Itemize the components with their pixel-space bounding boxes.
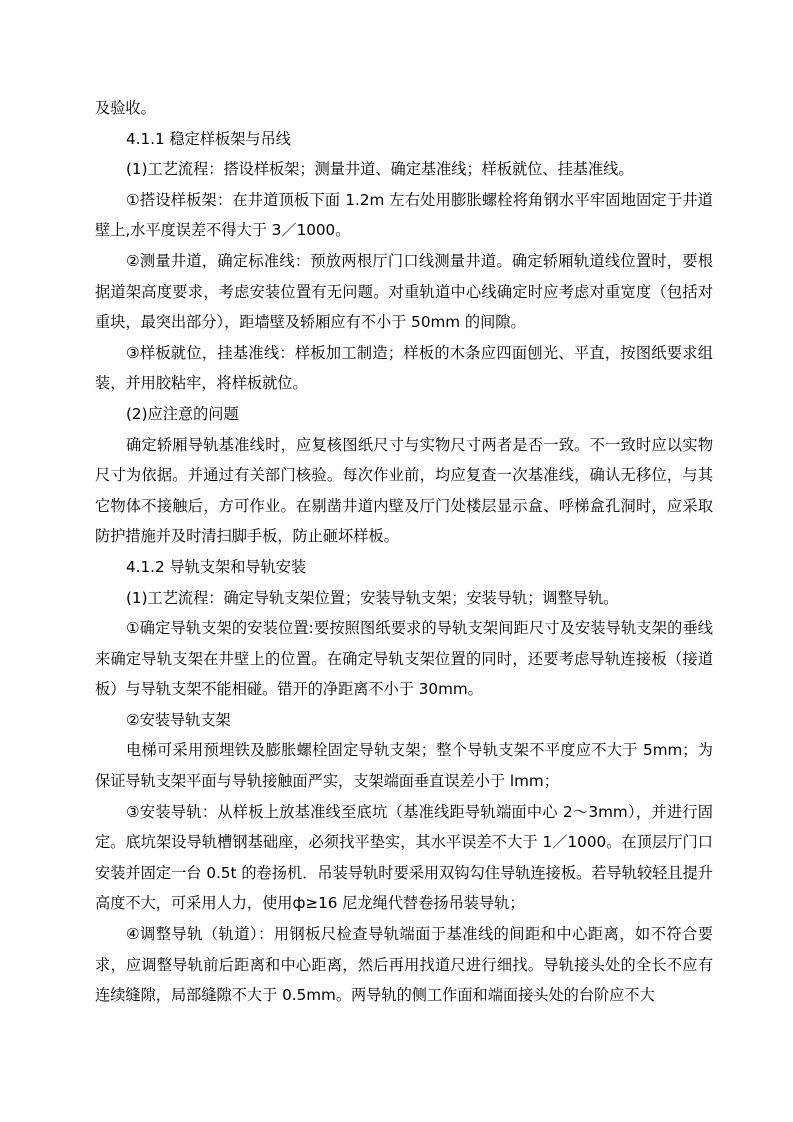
paragraph-rail-step-4: ④调整导轨（轨道）：用钢板尺检查导轨端面于基准线的间距和中心距离，如不符合要求，应调整导轨前后距离和中心距离，然后再用找道尺进行细找。导轨接头处的全长不应有连续缝隙，局部缝隙不大于 0.5mm。两导轨的侧工作面和端面接头处的台阶应不大 (95, 925, 713, 1005)
paragraph-install-bracket: 电梯可采用预埋铁及膨胀螺栓固定导轨支架；整个导轨支架不平度应不大于 5mm；为保证导轨支架平面与导轨接触面严实，支架端面垂直误差小于 lmm； (95, 741, 713, 791)
paragraph-step-3: ③样板就位，挂基准线：样板加工制造；样板的木条应四面刨光、平直，按图纸要求组装，并用胶粘牢，将样板就位。 (95, 343, 713, 393)
section-heading-4-1-1: 4.1.1 稳定样板架与吊线 (126, 129, 291, 148)
subheading-install-bracket: ②安装导轨支架 (126, 710, 231, 729)
paragraph-process-flow-2: (1)工艺流程：确定导轨支架位置；安装导轨支架；安装导轨；调整导轨。 (126, 588, 619, 607)
subheading-notes: (2)应注意的问题 (126, 404, 239, 423)
paragraph-rail-step-3: ③安装导轨：从样板上放基准线至底坑（基准线距导轨端面中心 2～3mm），并进行固定。底坑架设导轨槽钢基础座，必须找平垫实，其水平误差不大于 1／1000。在顶层厅门口安装并固定一台 0.5t 的卷扬机．吊装导轨时要采用双钩勾住导轨连接板。若导轨较轻且提升高度不大，可采用人力，使用ф≥16 尼龙绳代替卷扬吊装导轨； (95, 802, 713, 913)
paragraph-step-1: ①搭设样板架：在井道顶板下面 1.2m 左右处用膨胀螺栓将角钢水平牢固地固定于井道壁上,水平度误差不得大于 3／1000。 (95, 190, 713, 240)
paragraph-process-flow-1: (1)工艺流程：搭设样板架；测量井道、确定基准线；样板就位、挂基准线。 (126, 160, 634, 179)
paragraph-rail-step-1: ①确定导轨支架的安装位置:要按照图纸要求的导轨支架间距尺寸及安装导轨支架的垂线来确定导轨支架在井壁上的位置。在确定导轨支架位置的同时，还要考虑导轨连接板（接道板）与导轨支架不能相碰。错开的净距离不小于 30mm。 (95, 619, 713, 699)
paragraph-notes: 确定轿厢导轨基准线时，应复核图纸尺寸与实物尺寸两者是否一致。不一致时应以实物尺寸为依据。并通过有关部门核验。每次作业前，均应复查一次基准线，确认无移位，与其它物体不接触后，方可作业。在剔凿井道内壁及厅门处楼层显示盒、呼梯盒孔洞时，应采取防护措施并及时清扫脚手板，防止砸坏样板。 (95, 435, 713, 546)
document-body (95, 93, 713, 1011)
paragraph-step-2: ②测量井道，确定标准线：预放两根厅门口线测量井道。确定轿厢轨道线位置时，要根据道架高度要求，考虑安装位置有无问题。对重轨道中心线确定时应考虑对重宽度（包括对重块，最突出部分），距墙壁及轿厢应有不小于 50mm 的间隙。 (95, 251, 713, 332)
paragraph-continuation: 及验收。 (95, 99, 156, 117)
section-heading-4-1-2: 4.1.2 导轨支架和导轨安装 (126, 557, 307, 576)
